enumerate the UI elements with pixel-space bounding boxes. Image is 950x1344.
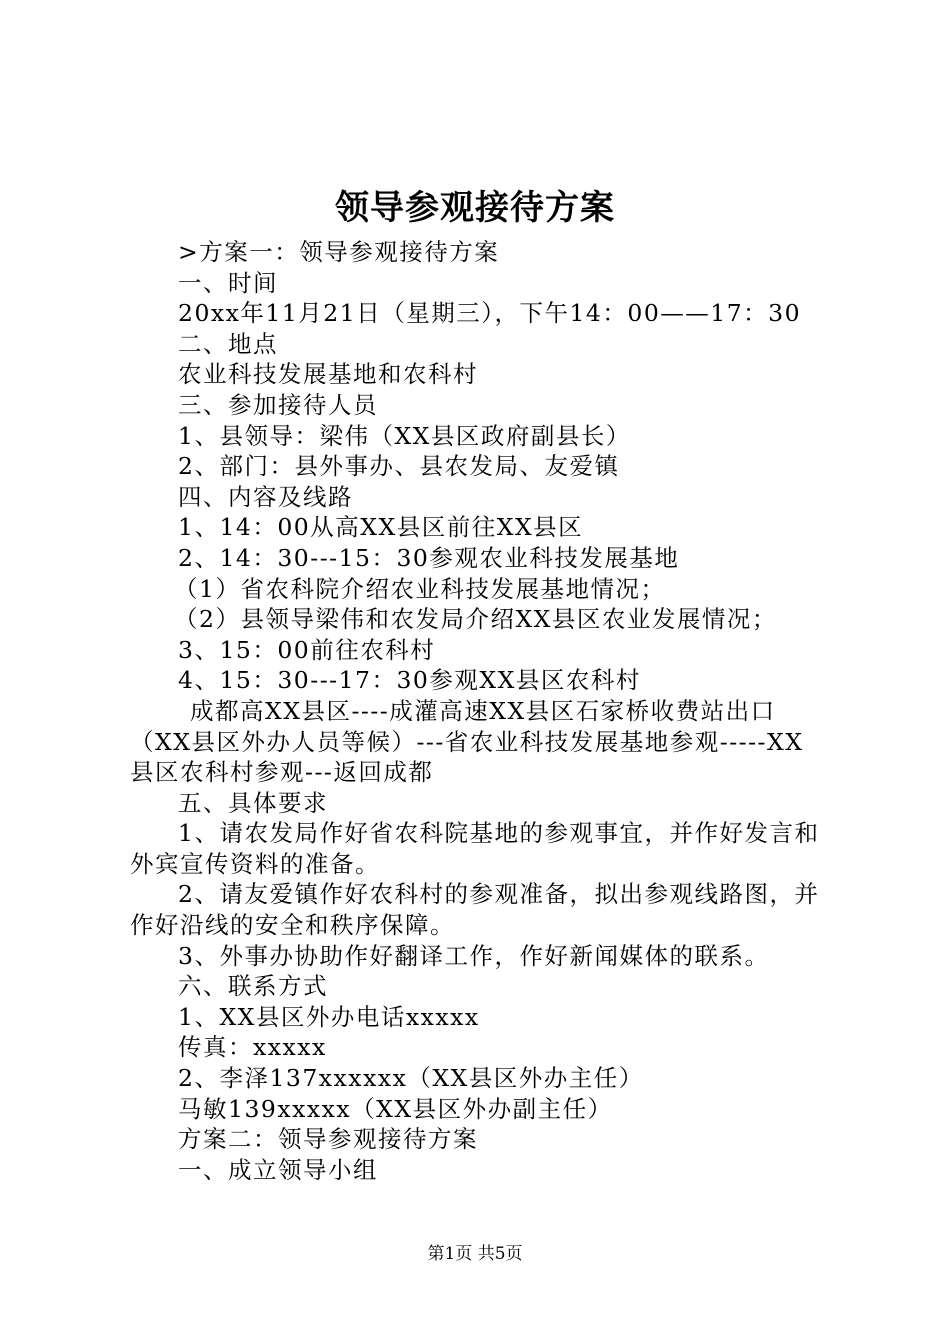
plan-one-heading: >方案一：领导参观接待方案 — [178, 238, 500, 266]
section-contact-heading: 六、联系方式 — [178, 972, 328, 1001]
section-route-heading: 四、内容及线路 — [178, 482, 353, 511]
plan-two-first-item: 一、成立领导小组 — [178, 1155, 378, 1184]
document-body — [130, 237, 830, 1185]
route-item-2: 2、14：30---15：30参观农业科技发展基地 — [178, 543, 680, 572]
contact-item-2: 传真：xxxxx — [178, 1033, 327, 1062]
location-value: 农业科技发展基地和农科村 — [178, 360, 478, 389]
staff-item-1: 1、县领导：梁伟（XX县区政府副县长） — [178, 421, 631, 450]
route-path-line-3: 县区农科村参观---返回成都 — [130, 758, 434, 787]
plan-two-heading: 方案二：领导参观接待方案 — [178, 1125, 478, 1154]
section-time-heading: 一、时间 — [178, 268, 278, 297]
page-footer: 第1页 共5页 — [427, 1244, 523, 1264]
route-path-line-1: 成都高XX县区----成灌高速XX县区石家桥收费站出口 — [190, 696, 776, 725]
requirement-2-line-2: 作好沿线的安全和秩序保障。 — [130, 911, 455, 940]
contact-item-4: 马敏139xxxxx（XX县区外办副主任） — [178, 1094, 613, 1123]
requirement-3: 3、外事办协助作好翻译工作，作好新闻媒体的联系。 — [178, 941, 770, 970]
requirement-1-line-2: 外宾宣传资料的准备。 — [130, 849, 380, 878]
requirement-1-line-1: 1、请农发局作好省农科院基地的参观事宜，并作好发言和 — [178, 819, 820, 848]
document-title: 领导参观接待方案 — [335, 188, 615, 228]
route-subitem-2: （2）县领导梁伟和农发局介绍XX县区农业发展情况； — [174, 605, 777, 634]
section-staff-heading: 三、参加接待人员 — [178, 390, 378, 419]
route-subitem-1: （1）省农科院介绍农业科技发展基地情况； — [174, 574, 666, 603]
section-requirements-heading: 五、具体要求 — [178, 788, 328, 817]
route-item-3: 3、15：00前往农科村 — [178, 635, 436, 664]
section-location-heading: 二、地点 — [178, 329, 278, 358]
time-value: 20xx年11月21日（星期三），下午14：00——17：30 — [178, 299, 802, 328]
requirement-2-line-1: 2、请友爱镇作好农科村的参观准备，拟出参观线路图，并 — [178, 880, 820, 909]
staff-item-2: 2、部门：县外事办、县农发局、友爱镇 — [178, 452, 620, 481]
route-item-1: 1、14：00从高XX县区前往XX县区 — [178, 513, 584, 542]
contact-item-1: 1、XX县区外办电话xxxxx — [178, 1002, 480, 1031]
contact-item-3: 2、李泽137xxxxxx（XX县区外办主任） — [178, 1064, 644, 1093]
route-path-line-2: （XX县区外办人员等候）---省农业科技发展基地参观-----XX — [130, 727, 804, 756]
route-item-4: 4、15：30---17：30参观XX县区农科村 — [178, 666, 641, 695]
